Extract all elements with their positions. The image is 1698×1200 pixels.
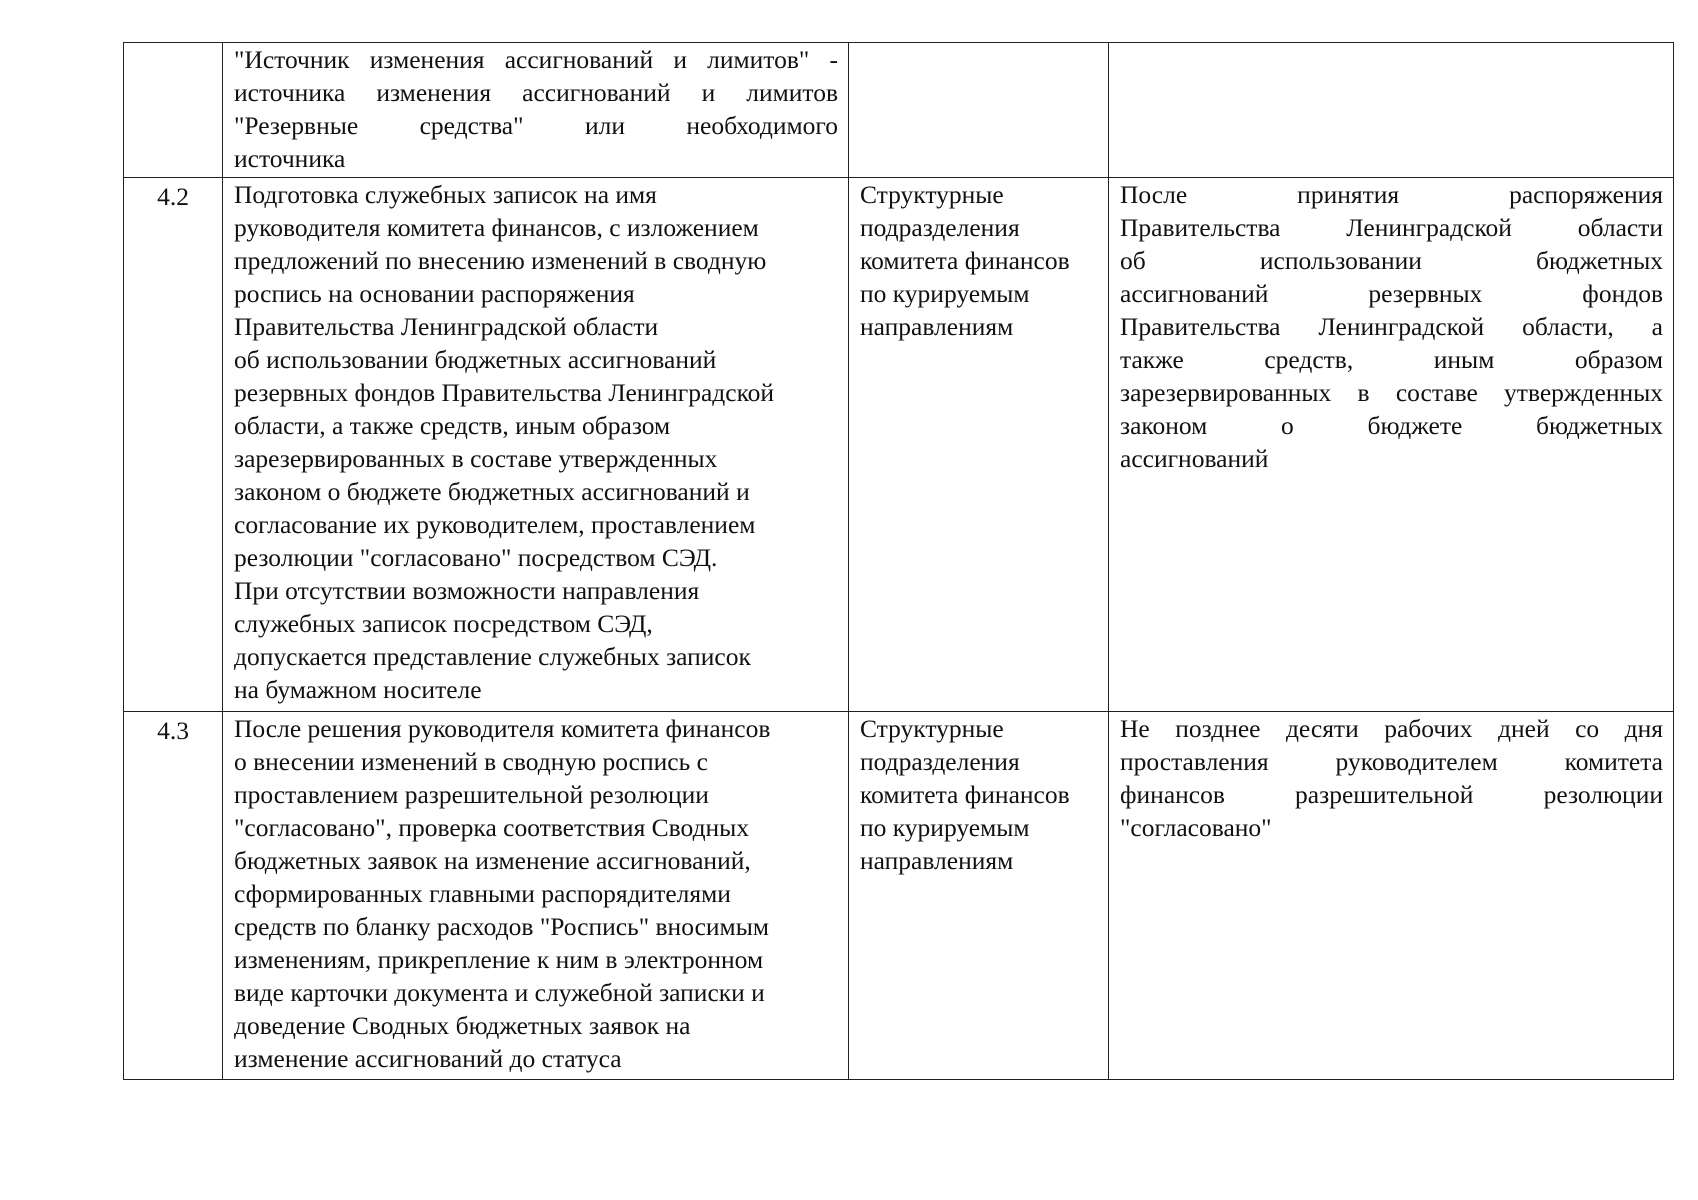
action-line: об использовании бюджетных ассигнований bbox=[234, 345, 717, 374]
term-line: ассигнований bbox=[1120, 444, 1269, 473]
action-line: Подготовка служебных записок на имя bbox=[234, 180, 657, 209]
responsible-line: Структурные bbox=[860, 180, 1004, 209]
action-line: доведение Сводных бюджетных заявок на bbox=[234, 1011, 691, 1040]
responsible-line: комитета финансов bbox=[860, 246, 1070, 275]
responsible-line: направлениям bbox=[860, 312, 1014, 341]
action-cell bbox=[223, 712, 849, 1080]
responsible-line: подразделения bbox=[860, 747, 1020, 776]
table-row bbox=[124, 43, 1674, 178]
action-line: изменение ассигнований до статуса bbox=[234, 1044, 622, 1073]
action-line: Правительства Ленинградской области bbox=[234, 312, 659, 341]
term-line: об использовании бюджетных bbox=[1120, 246, 1663, 275]
action-cell bbox=[223, 43, 849, 178]
action-line: средств по бланку расходов "Роспись" вносимым bbox=[234, 912, 769, 941]
term-cell bbox=[1109, 43, 1674, 178]
action-line: на бумажном носителе bbox=[234, 675, 482, 704]
action-line: роспись на основании распоряжения bbox=[234, 279, 635, 308]
action-line: источника bbox=[234, 144, 346, 173]
term-line: финансов разрешительной резолюции bbox=[1120, 780, 1663, 809]
term-line: Правительства Ленинградской области bbox=[1120, 213, 1663, 242]
row-number-cell bbox=[124, 43, 223, 178]
term-line: ассигнований резервных фондов bbox=[1120, 279, 1663, 308]
responsible-line: по курируемым bbox=[860, 813, 1030, 842]
procedure-table bbox=[123, 42, 1674, 1080]
action-line: "Источник изменения ассигнований и лимитов" - bbox=[234, 45, 838, 74]
term-cell bbox=[1109, 178, 1674, 712]
action-line: служебных записок посредством СЭД, bbox=[234, 609, 653, 638]
action-line: законом о бюджете бюджетных ассигнований и bbox=[234, 477, 750, 506]
action-line: "согласовано", проверка соответствия Сводных bbox=[234, 813, 750, 842]
action-line: При отсутствии возможности направления bbox=[234, 576, 700, 605]
action-line: зарезервированных в составе утвержденных bbox=[234, 444, 718, 473]
term-line: проставления руководителем комитета bbox=[1120, 747, 1663, 776]
action-line: виде карточки документа и служебной записки и bbox=[234, 978, 765, 1007]
term-line: также средств, иным образом bbox=[1120, 345, 1663, 374]
row-number: 4.3 bbox=[157, 716, 189, 745]
responsible-cell bbox=[849, 43, 1109, 178]
action-line: источника изменения ассигнований и лимитов bbox=[234, 78, 838, 107]
term-line: "согласовано" bbox=[1120, 813, 1272, 842]
term-line: законом о бюджете бюджетных bbox=[1120, 411, 1663, 440]
action-line: согласование их руководителем, проставлением bbox=[234, 510, 756, 539]
action-line: области, а также средств, иным образом bbox=[234, 411, 671, 440]
responsible-line: по курируемым bbox=[860, 279, 1030, 308]
term-line: Не позднее десяти рабочих дней со дня bbox=[1120, 714, 1663, 743]
action-line: резолюции "согласовано" посредством СЭД. bbox=[234, 543, 718, 572]
responsible-line: Структурные bbox=[860, 714, 1004, 743]
row-number-cell bbox=[124, 712, 223, 1080]
term-cell bbox=[1109, 712, 1674, 1080]
action-line: изменениям, прикрепление к ним в электронном bbox=[234, 945, 764, 974]
term-line: зарезервированных в составе утвержденных bbox=[1120, 378, 1663, 407]
responsible-line: комитета финансов bbox=[860, 780, 1070, 809]
action-line: резервных фондов Правительства Ленинградской bbox=[234, 378, 775, 407]
action-line: руководителя комитета финансов, с изложением bbox=[234, 213, 759, 242]
table-row bbox=[124, 178, 1674, 712]
responsible-cell bbox=[849, 178, 1109, 712]
action-line: "Резервные средства" или необходимого bbox=[234, 111, 838, 140]
action-line: проставлением разрешительной резолюции bbox=[234, 780, 709, 809]
action-line: После решения руководителя комитета финансов bbox=[234, 714, 771, 743]
row-number: 4.2 bbox=[157, 182, 189, 211]
row-number-cell bbox=[124, 178, 223, 712]
action-line: о внесении изменений в сводную роспись с bbox=[234, 747, 708, 776]
action-line: допускается представление служебных записок bbox=[234, 642, 751, 671]
action-line: предложений по внесению изменений в сводную bbox=[234, 246, 767, 275]
responsible-line: направлениям bbox=[860, 846, 1014, 875]
responsible-cell bbox=[849, 712, 1109, 1080]
action-line: бюджетных заявок на изменение ассигнований, bbox=[234, 846, 751, 875]
action-line: сформированных главными распорядителями bbox=[234, 879, 731, 908]
action-cell bbox=[223, 178, 849, 712]
responsible-line: подразделения bbox=[860, 213, 1020, 242]
term-line: Правительства Ленинградской области, а bbox=[1120, 312, 1663, 341]
table-row bbox=[124, 712, 1674, 1080]
term-line: После принятия распоряжения bbox=[1120, 180, 1663, 209]
